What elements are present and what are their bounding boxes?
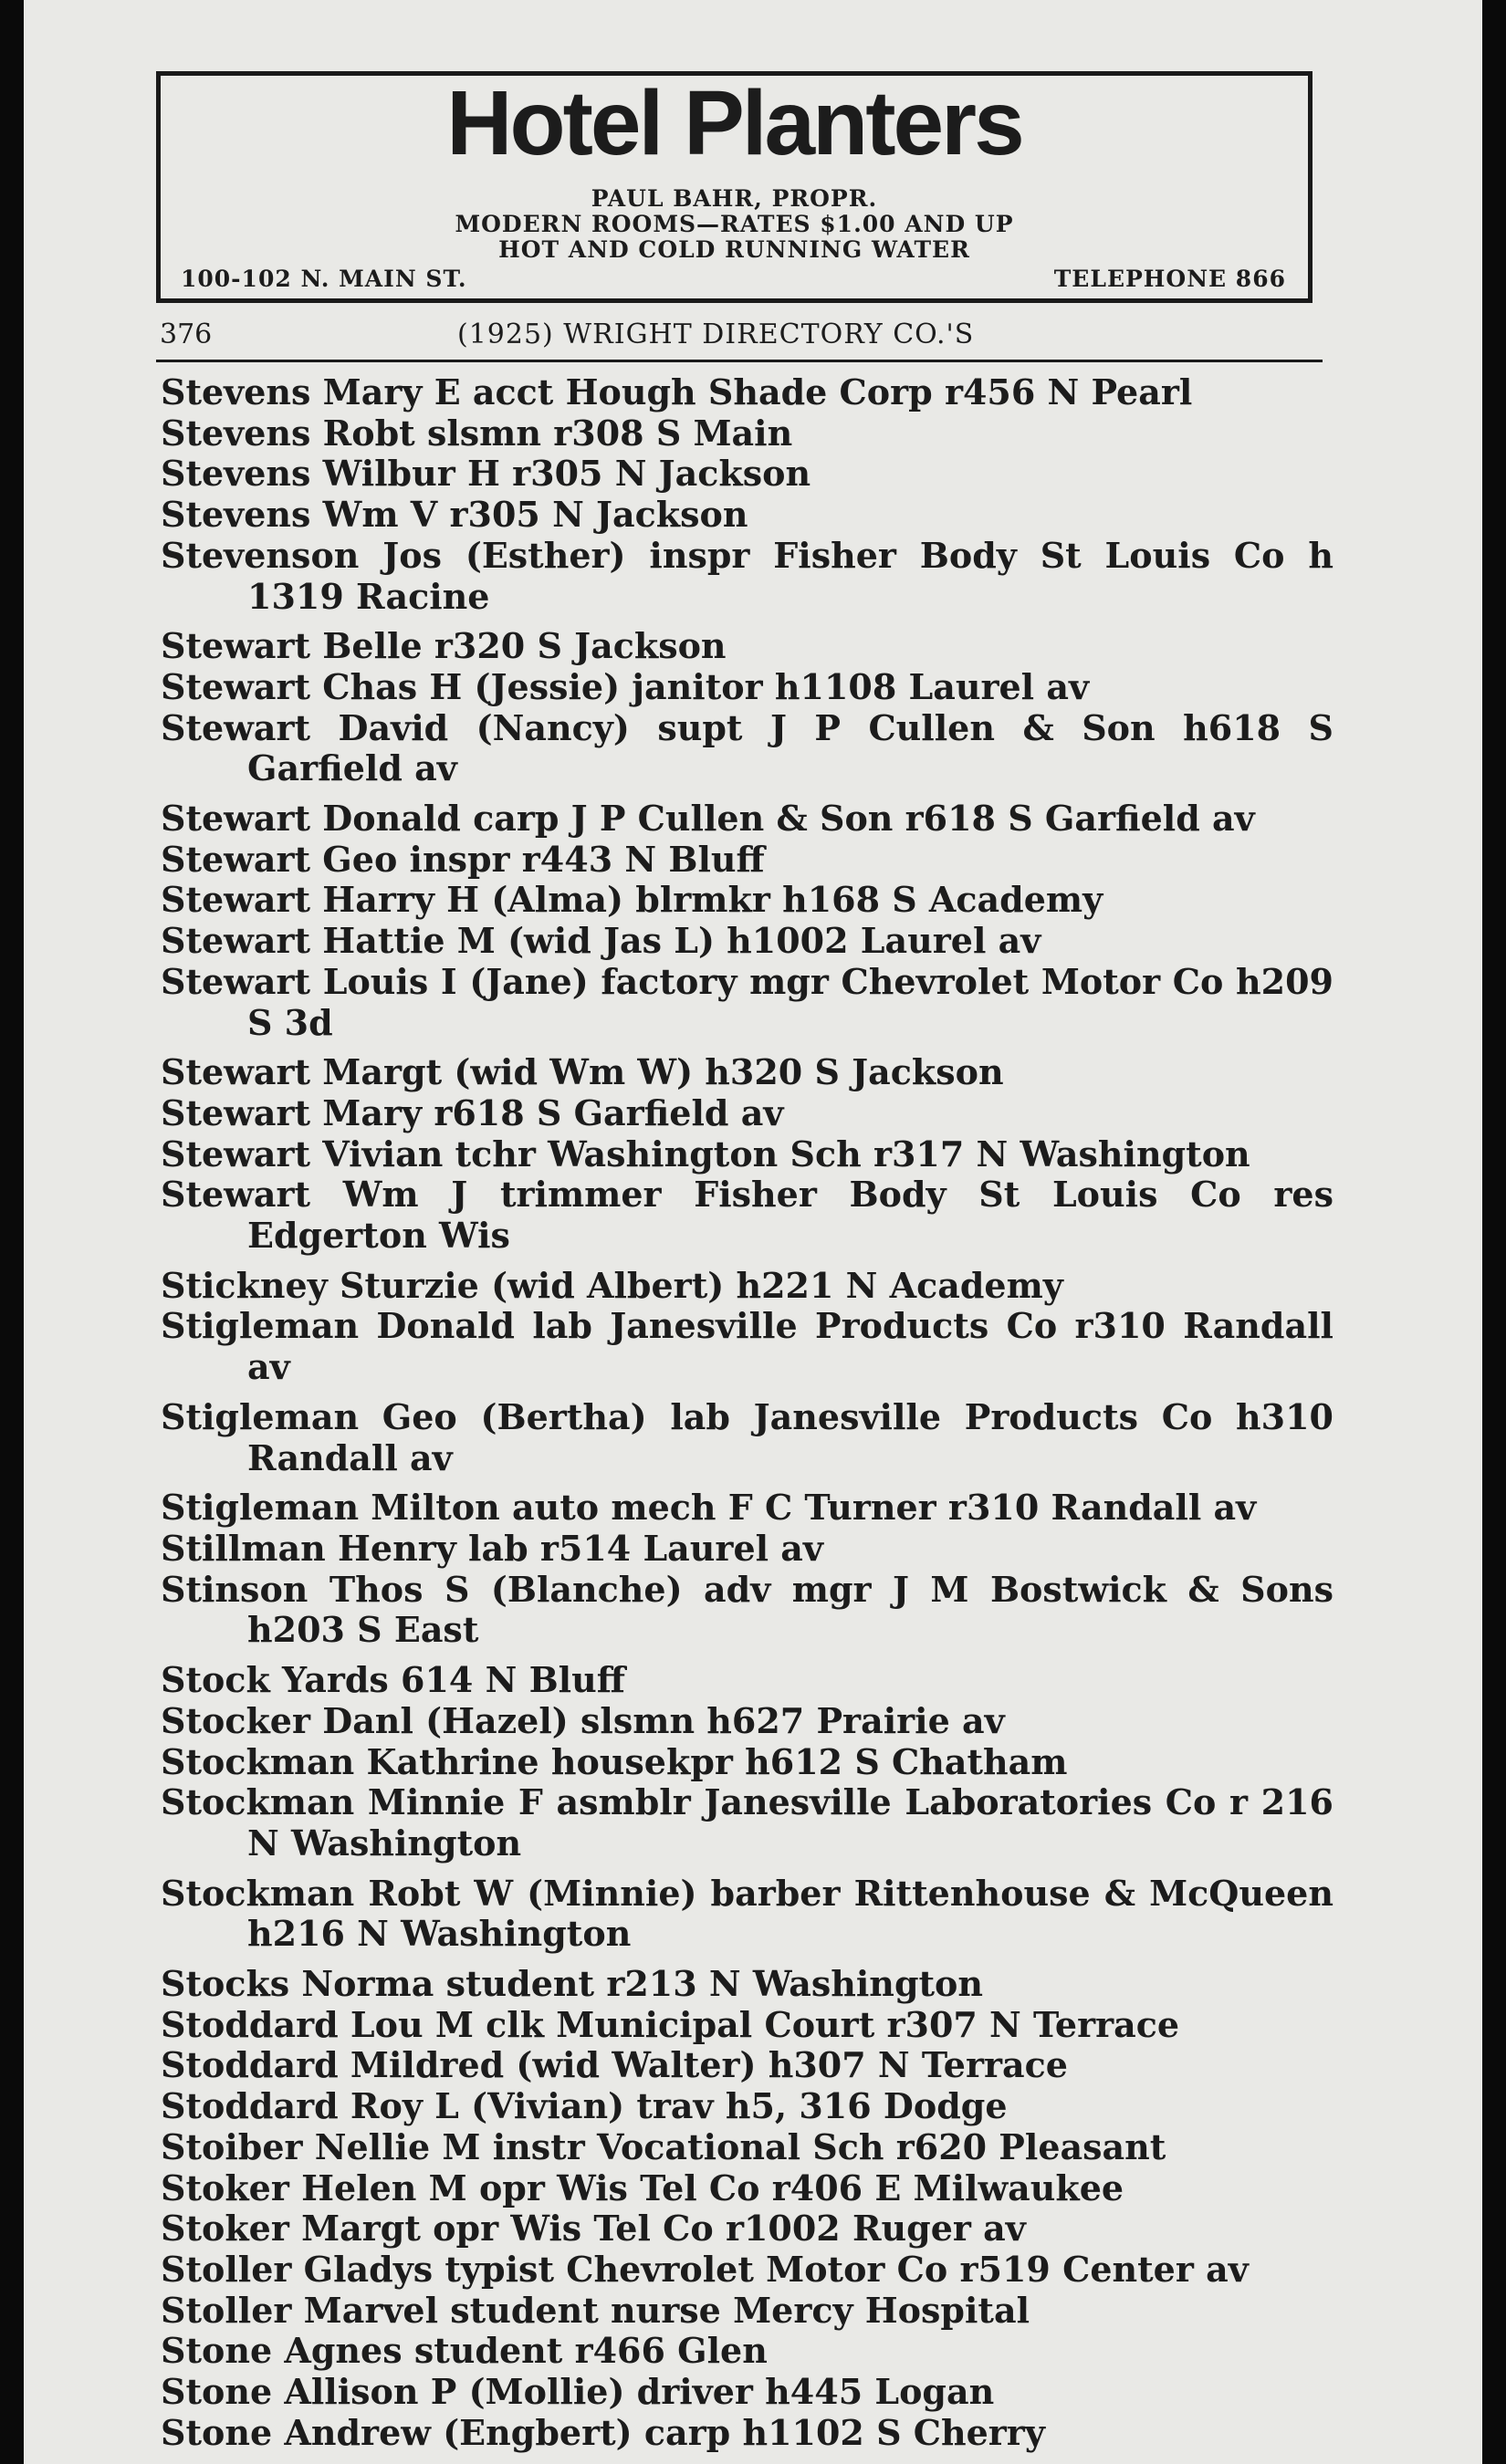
directory-entry: Stewart David (Nancy) supt J P Cullen & Son h618 S Garfield av [161, 706, 1333, 789]
directory-entry: Stoller Marvel student nurse Mercy Hospital [161, 2289, 1030, 2331]
directory-entry: Stewart Belle r320 S Jackson [161, 625, 727, 667]
directory-entry: Stockman Minnie F asmblr Janesville Laboratories Co r 216 N Washington [161, 1781, 1333, 1864]
directory-entry: Stoddard Roy L (Vivian) trav h5, 316 Dodge [161, 2085, 1008, 2127]
directory-entry: Stewart Hattie M (wid Jas L) h1002 Laurel av [161, 920, 1041, 962]
directory-entry: Stigleman Donald lab Janesville Products Co r310 Randall av [161, 1305, 1333, 1388]
directory-entry: Stewart Vivian tchr Washington Sch r317 N Washington [161, 1133, 1250, 1175]
directory-entry: Stone Agnes student r466 Glen [161, 2330, 768, 2372]
directory-entry: Stock Yards 614 N Bluff [161, 1659, 625, 1701]
directory-entry: Stoiber Nellie M instr Vocational Sch r620 Pleasant [161, 2125, 1166, 2167]
directory-entry: Stockman Robt W (Minnie) barber Rittenhouse & McQueen h216 N Washington [161, 1872, 1333, 1955]
directory-page [24, 0, 1482, 2464]
directory-entry: Stoker Margt opr Wis Tel Co r1002 Ruger av [161, 2208, 1026, 2250]
directory-title: (1925) WRIGHT DIRECTORY CO.'S [457, 318, 975, 350]
directory-entry: Stoddard Lou M clk Municipal Court r307 N Terrace [161, 2003, 1180, 2045]
directory-entry: Stewart Geo inspr r443 N Bluff [161, 838, 765, 880]
directory-entry: Stinson Thos S (Blanche) adv mgr J M Bostwick & Sons h203 S East [161, 1568, 1333, 1651]
ad-telephone: TELEPHONE 866 [1053, 266, 1286, 292]
directory-entry: Stewart Louis I (Jane) factory mgr Chevrolet Motor Co h209 S 3d [161, 960, 1333, 1043]
page-number: 376 [160, 318, 213, 350]
ad-rates: MODERN ROOMS—RATES $1.00 AND UP [455, 211, 1014, 237]
directory-entry: Stoller Gladys typist Chevrolet Motor Co r519 Center av [161, 2248, 1249, 2290]
ad-amenities: HOT AND COLD RUNNING WATER [498, 236, 970, 263]
directory-entry: Stevenson Jos (Esther) inspr Fisher Body St Louis Co h 1319 Racine [161, 534, 1333, 617]
directory-entry: Stewart Chas H (Jessie) janitor h1108 Laurel av [161, 665, 1090, 707]
directory-entry: Stone Andrew (Engbert) carp h1102 S Cherry [161, 2411, 1045, 2453]
directory-listings [161, 372, 1333, 2453]
directory-entry: Stone Allison P (Mollie) driver h445 Logan [161, 2371, 995, 2413]
running-header [156, 319, 1323, 362]
directory-entry: Stevens Mary E acct Hough Shade Corp r456 N Pearl [161, 371, 1193, 412]
directory-entry: Stevens Robt slsmn r308 S Main [161, 412, 793, 454]
ad-hotel-name: Hotel Planters [446, 72, 1022, 174]
ad-proprietor: PAUL BAHR, PROPR. [591, 185, 878, 212]
directory-entry: Stigleman Milton auto mech F C Turner r310 Randall av [161, 1487, 1257, 1529]
directory-entry: Stillman Henry lab r514 Laurel av [161, 1527, 823, 1569]
directory-entry: Stigleman Geo (Bertha) lab Janesville Products Co h310 Randall av [161, 1395, 1333, 1478]
directory-entry: Stewart Margt (wid Wm W) h320 S Jackson [161, 1051, 1004, 1093]
directory-entry: Stewart Harry H (Alma) blrmkr h168 S Academy [161, 879, 1103, 921]
directory-entry: Stockman Kathrine housekpr h612 S Chatham [161, 1740, 1068, 1782]
hotel-advertisement [156, 71, 1313, 303]
directory-entry: Stocks Norma student r213 N Washington [161, 1963, 984, 2005]
directory-entry: Stickney Sturzie (wid Albert) h221 N Academy [161, 1264, 1063, 1306]
directory-entry: Stoddard Mildred (wid Walter) h307 N Terrace [161, 2044, 1068, 2086]
directory-entry: Stocker Danl (Hazel) slsmn h627 Prairie av [161, 1699, 1005, 1741]
directory-entry: Stevens Wm V r305 N Jackson [161, 494, 748, 536]
directory-entry: Stoker Helen M opr Wis Tel Co r406 E Milwaukee [161, 2166, 1124, 2208]
directory-entry: Stevens Wilbur H r305 N Jackson [161, 453, 811, 495]
directory-entry: Stewart Mary r618 S Garfield av [161, 1091, 784, 1133]
directory-entry: Stewart Donald carp J P Cullen & Son r618 S Garfield av [161, 798, 1255, 840]
ad-address: 100-102 N. MAIN ST. [181, 266, 467, 292]
directory-entry: Stewart Wm J trimmer Fisher Body St Louis Co res Edgerton Wis [161, 1174, 1333, 1257]
